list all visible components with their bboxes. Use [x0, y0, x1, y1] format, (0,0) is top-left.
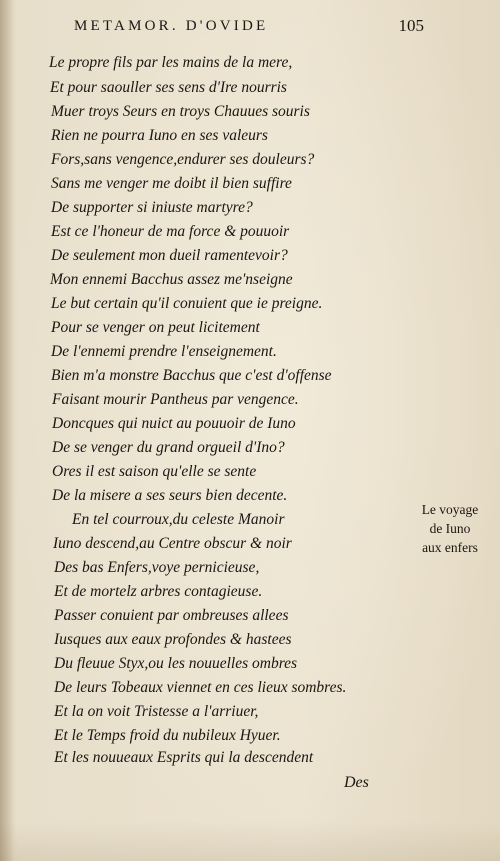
verse-line: Et de mortelz arbres contagieuse.	[54, 583, 263, 600]
verse-line: De leurs Tobeaux viennet en ces lieux sombres.	[54, 679, 347, 696]
marginal-note	[404, 500, 496, 557]
verse-line: Et pour saouller ses sens d'Ire nourris	[50, 79, 287, 96]
verse-line: Iusques aux eaux profondes & hastees	[54, 631, 292, 648]
verse-line: Doncques qui nuict au pouuoir de Iuno	[52, 415, 296, 432]
verse-line: De se venger du grand orgueil d'Ino?	[52, 439, 285, 456]
verse-line: Et le Temps froid du nubileux Hyuer.	[54, 727, 281, 744]
verse-line: Ores il est saison qu'elle se sente	[52, 463, 257, 480]
verse-line: Passer conuient par ombreuses allees	[54, 607, 289, 624]
verse-line: Est ce l'honeur de ma force & pouuoir	[51, 223, 290, 240]
page-number: 105	[398, 16, 424, 35]
verse-line: Des bas Enfers,voye pernicieuse,	[54, 559, 260, 576]
verse-line: Rien ne pourra Iuno en ses valeurs	[51, 127, 268, 144]
verse-line: De seulement mon dueil ramentevoir?	[51, 247, 288, 264]
verse-line: Et la on voit Tristesse a l'arriuer,	[54, 703, 259, 720]
marginal-note-line: aux enfers	[422, 540, 478, 555]
verse-line: Faisant mourir Pantheus par vengence.	[52, 391, 299, 408]
verse-line: De la misere a ses seurs bien decente.	[52, 487, 288, 504]
page-gutter-shadow	[0, 0, 14, 861]
verse-line: Et les nouueaux Esprits qui la descendent	[54, 749, 314, 766]
verse-line: Fors,sans vengence,endurer ses douleurs?	[51, 151, 315, 168]
verse-line: Bien m'a monstre Bacchus que c'est d'offense	[51, 367, 332, 384]
verse-line: De supporter si iniuste martyre?	[51, 199, 253, 216]
verse-line: Mon ennemi Bacchus assez me'nseigne	[50, 271, 293, 288]
marginal-note-line: de Iuno	[429, 521, 471, 536]
running-head	[74, 14, 424, 38]
verse-line: Pour se venger on peut licitement	[51, 319, 260, 336]
catchword: Des	[344, 774, 369, 791]
verse-line: Le but certain qu'il conuient que ie preigne.	[51, 295, 323, 312]
verse-line: Sans me venger me doibt il bien suffire	[51, 175, 292, 192]
page-bottom-tone	[0, 821, 500, 861]
verse-line: Iuno descend,au Centre obscur & noir	[53, 535, 292, 552]
verse-line: Muer troys Seurs en troys Chauues souris	[51, 103, 310, 120]
marginal-note-line: Le voyage	[421, 502, 479, 517]
verse-line: Du fleuue Styx,ou les nouuelles ombres	[54, 655, 298, 672]
verse-line: Le propre fils par les mains de la mere,	[49, 54, 293, 71]
verse-line: De l'ennemi prendre l'enseignement.	[51, 343, 277, 360]
running-title: METAMOR. D'OVIDE	[74, 18, 269, 34]
verse-line: En tel courroux,du celeste Manoir	[72, 511, 285, 528]
